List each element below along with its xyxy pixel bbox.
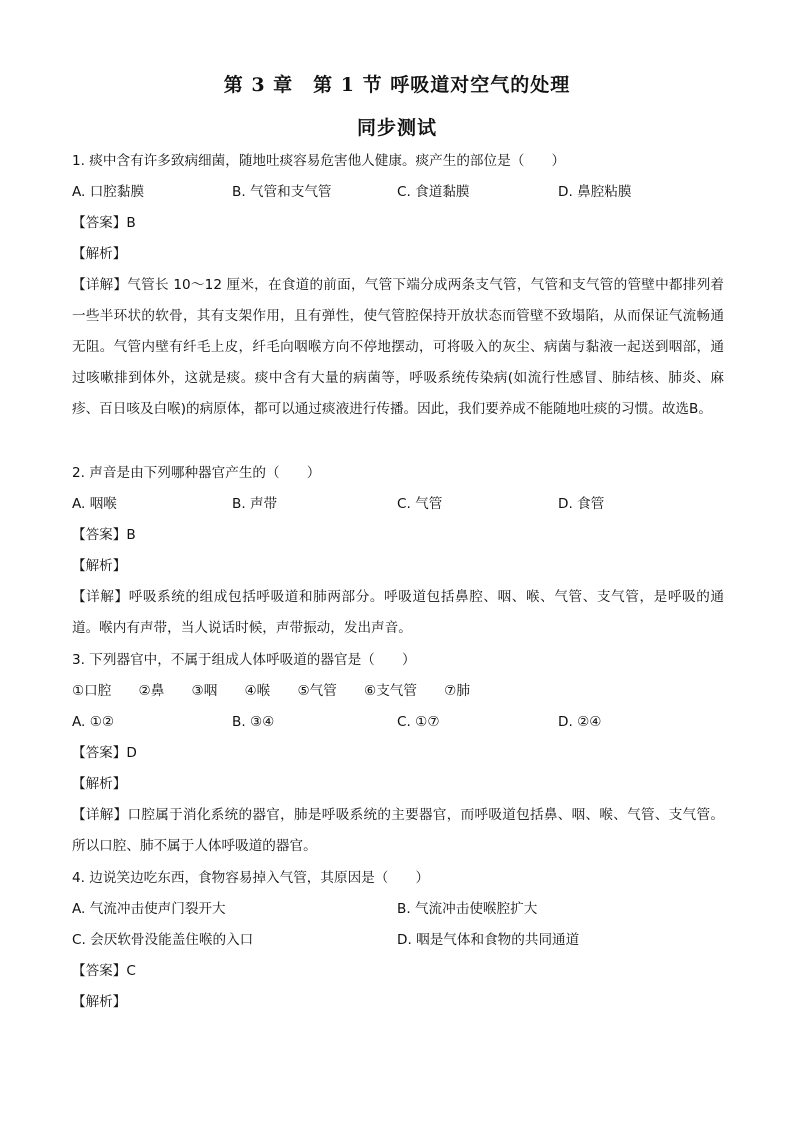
q1-option-d: D. 鼻腔粘膜	[558, 184, 632, 200]
q2-option-d: D. 食管	[558, 496, 605, 512]
q4-option-a: A. 气流冲击使声门裂开大	[72, 901, 226, 917]
q3-analysis-label: 【解析】	[72, 776, 127, 792]
q3-detail: 【详解】口腔属于消化系统的器官，肺是呼吸系统的主要器官，而呼吸道包括鼻、咽、喉、气管、支气管。所以口腔、肺不属于人体呼吸道的器官。	[72, 807, 724, 854]
q4-answer: 【答案】C	[72, 963, 136, 979]
page-subtitle: 同步测试	[356, 117, 437, 139]
q3-option-a: A. ①②	[72, 714, 115, 730]
q3-option-c: C. ①⑦	[397, 714, 440, 730]
q3-answer: 【答案】D	[72, 745, 137, 761]
q3-items: ①口腔 ②鼻 ③咽 ④喉 ⑤气管 ⑥支气管 ⑦肺	[72, 683, 470, 699]
q2-stem: 2. 声音是由下列哪种器官产生的（ ）	[72, 465, 321, 481]
q2-option-a: A. 咽喉	[72, 496, 117, 512]
q4-stem: 4. 边说笑边吃东西，食物容易掉入气管，其原因是（ ）	[72, 870, 430, 886]
q3-stem: 3. 下列器官中，不属于组成人体呼吸道的器官是（ ）	[72, 652, 416, 668]
q1-stem: 1. 痰中含有许多致病细菌，随地吐痰容易危害他人健康。痰产生的部位是（ ）	[72, 153, 566, 169]
q1-option-a: A. 口腔黏膜	[72, 184, 145, 200]
page-title: 第 3 章 第 1 节 呼吸道对空气的处理	[223, 74, 571, 96]
q1-answer: 【答案】B	[72, 215, 136, 231]
q1-option-c: C. 食道黏膜	[397, 184, 470, 200]
q2-analysis-label: 【解析】	[72, 558, 127, 574]
q3-option-d: D. ②④	[558, 714, 602, 730]
q2-option-b: B. 声带	[232, 496, 278, 512]
q2-option-c: C. 气管	[397, 496, 443, 512]
q4-option-b: B. 气流冲击使喉腔扩大	[397, 901, 538, 917]
q4-analysis-label: 【解析】	[72, 994, 127, 1010]
q3-option-b: B. ③④	[232, 714, 275, 730]
q4-option-d: D. 咽是气体和食物的共同通道	[397, 932, 580, 948]
q1-option-b: B. 气管和支气管	[232, 184, 332, 200]
q1-detail: 【详解】气管长 10～12 厘米，在食道的前面，气管下端分成两条支气管，气管和支气管的管壁中都排列着一些半环状的软骨，其有支架作用，且有弹性，使气管腔保持开放状态而管壁不致塌陷，从而保证气流畅通无阻。气管内壁有纤毛上皮，纤毛向咽喉方向不停地摆动，可将吸入的灰尘、病菌与黏液一起送到咽部，通过咳嗽排到体外，这就是痰。痰中含有大量的病菌等，呼吸系统传染病(如流行性感冒、肺结核、肺炎、麻疹、百日咳及白喉)的病原体，都可以通过痰液进行传播。因此，我们要养成不能随地吐痰的习惯。故选B。	[72, 277, 724, 417]
q2-detail: 【详解】呼吸系统的组成包括呼吸道和肺两部分。呼吸道包括鼻腔、咽、喉、气管、支气管，是呼吸的通道。喉内有声带，当人说话时候，声带振动，发出声音。	[72, 589, 724, 636]
q1-analysis-label: 【解析】	[72, 246, 127, 262]
q4-option-c: C. 会厌软骨没能盖住喉的入口	[72, 932, 254, 948]
q2-answer: 【答案】B	[72, 527, 136, 543]
